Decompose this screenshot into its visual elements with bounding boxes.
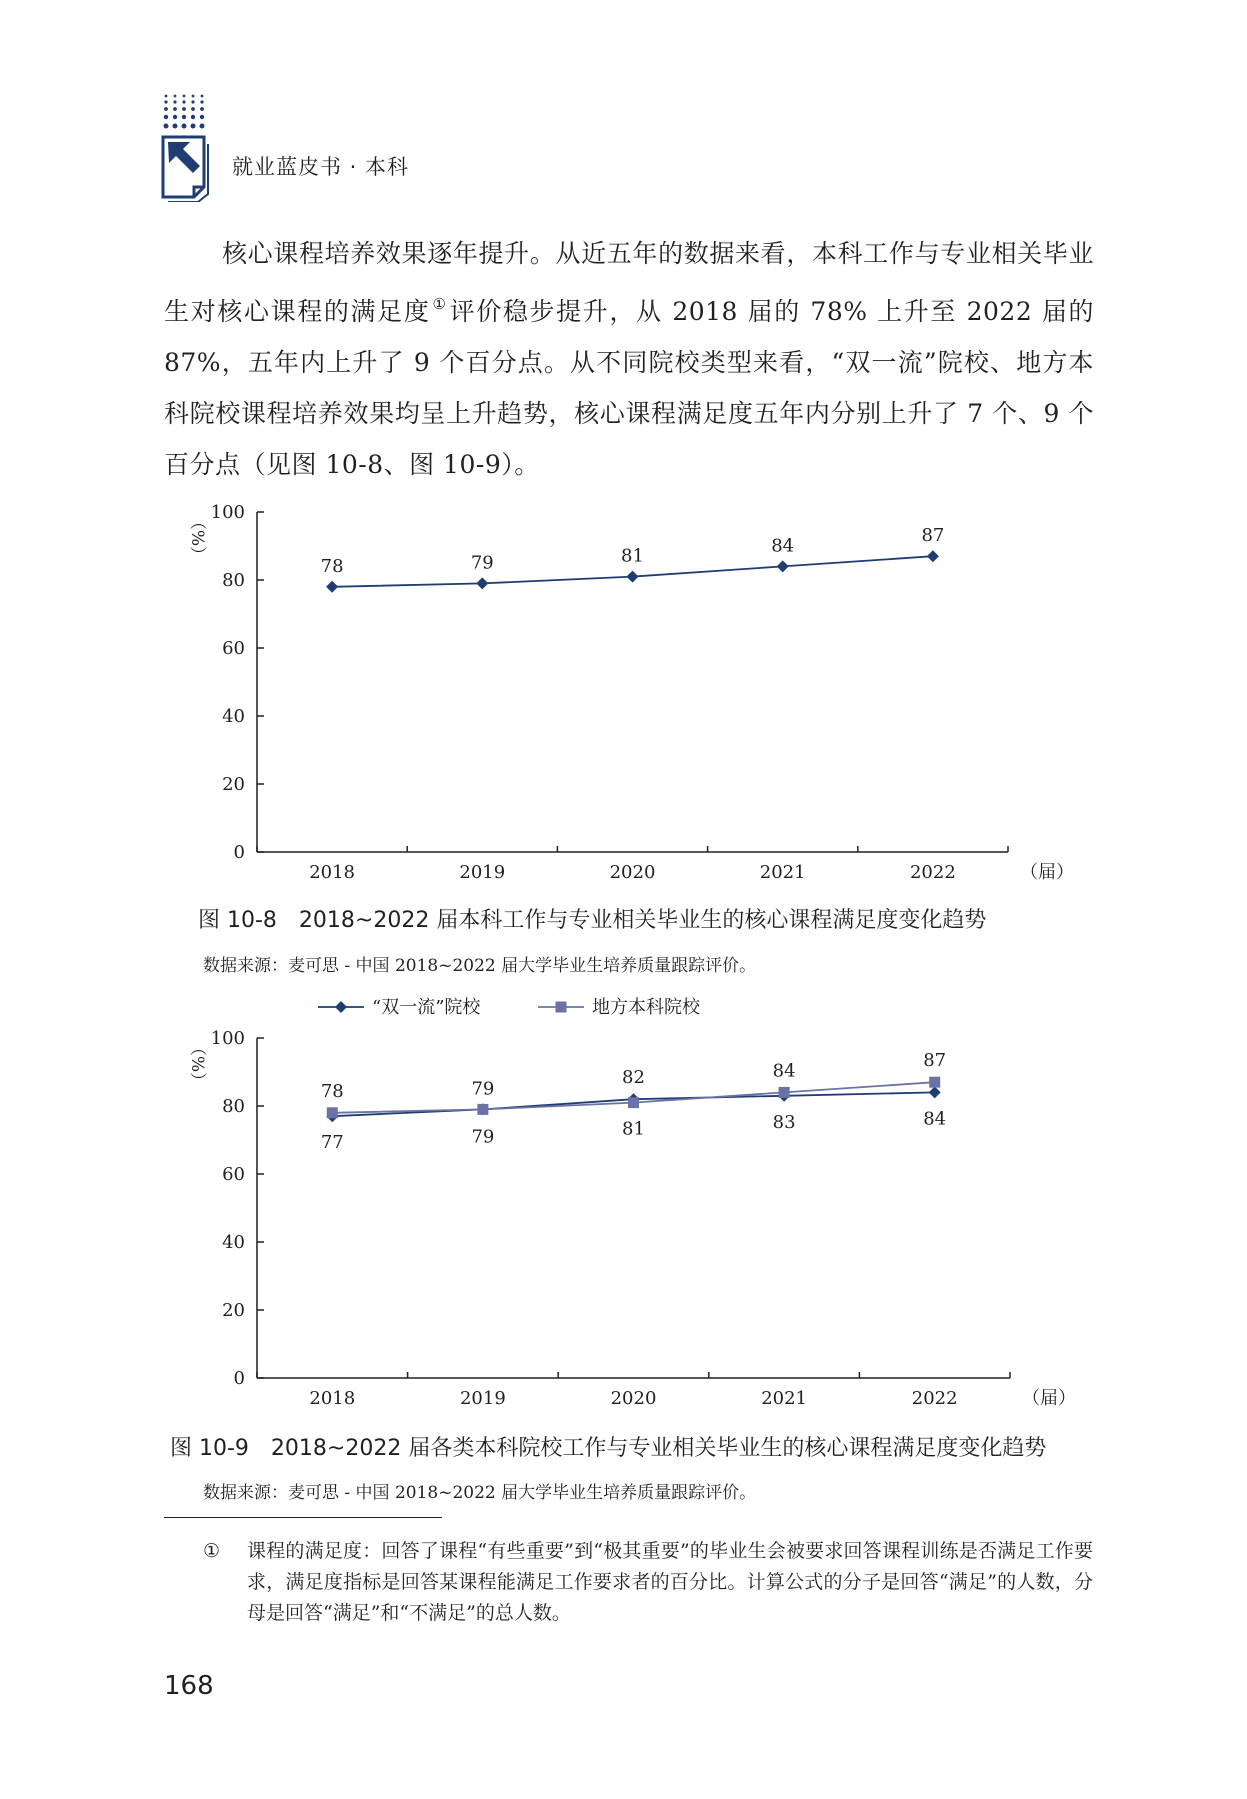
- data-label: 77: [320, 1132, 344, 1154]
- data-label: 87: [921, 525, 945, 547]
- x-tick-label: 2020: [610, 1388, 657, 1409]
- running-header: 就业蓝皮书 · 本科: [232, 155, 410, 179]
- data-label: 79: [470, 552, 494, 574]
- y-axis-label: （%）: [187, 1038, 207, 1090]
- data-label: 84: [772, 1060, 796, 1082]
- data-point: [628, 1097, 639, 1108]
- data-label: 79: [471, 1126, 495, 1148]
- data-point: [929, 1086, 941, 1098]
- data-label: 81: [621, 545, 644, 567]
- legend-label: “双一流”院校: [372, 997, 481, 1018]
- x-tick-label: 2022: [909, 862, 956, 883]
- footnote: [203, 1536, 1093, 1629]
- data-point: [927, 550, 939, 562]
- data-point: [556, 1002, 567, 1013]
- footnote-marker: ①: [203, 1540, 221, 1562]
- data-point: [335, 1001, 347, 1013]
- x-tick-label: 2018: [309, 1388, 356, 1409]
- data-label: 81: [622, 1118, 645, 1140]
- footnote-term: 课程的满足度：: [247, 1540, 382, 1562]
- x-tick-label: 2021: [761, 1388, 808, 1409]
- body-paragraph: [164, 228, 1094, 490]
- footnote-body: [247, 1536, 1093, 1629]
- data-point: [326, 581, 338, 593]
- figure-caption: 图 10-8 2018~2022 届本科工作与专业相关毕业生的核心课程满足度变化趋势: [198, 908, 987, 933]
- book-corner-icon: [160, 92, 216, 202]
- x-axis-label: （届）: [1022, 1388, 1076, 1409]
- y-tick-label: 80: [222, 570, 245, 591]
- data-point: [476, 577, 488, 589]
- y-tick-label: 100: [210, 502, 245, 523]
- y-tick-label: 40: [222, 706, 245, 727]
- data-label: 84: [771, 535, 795, 557]
- x-tick-label: 2019: [459, 1388, 506, 1409]
- footnote-reference[interactable]: ①: [432, 295, 448, 313]
- y-tick-label: 80: [222, 1096, 245, 1117]
- x-tick-label: 2018: [309, 862, 356, 883]
- y-tick-label: 0: [233, 1368, 245, 1389]
- data-label: 82: [622, 1067, 645, 1089]
- data-label: 79: [471, 1078, 495, 1100]
- data-point: [779, 1087, 790, 1098]
- footnote-divider: [164, 1517, 442, 1518]
- line-chart-figure-10-9: [160, 995, 1120, 1439]
- body-text-part1: 核心课程培养效果逐年提升。从近五年的数据来看，本科工作与专业相关毕业生对核心课程的满足度: [164, 239, 1094, 326]
- x-tick-label: 2019: [459, 862, 506, 883]
- x-axis-label: （届）: [1020, 862, 1074, 883]
- y-tick-label: 60: [222, 1164, 245, 1185]
- data-source-note: 数据来源：麦可思 - 中国 2018~2022 届大学毕业生培养质量跟踪评价。: [203, 1483, 757, 1503]
- data-label: 78: [320, 1080, 344, 1102]
- data-point: [627, 571, 639, 583]
- y-tick-label: 40: [222, 1232, 245, 1253]
- data-label: 87: [923, 1050, 947, 1072]
- y-tick-label: 20: [222, 774, 245, 795]
- x-tick-label: 2020: [609, 862, 656, 883]
- line-chart-figure-10-8: [160, 490, 1120, 894]
- chart-svg: [160, 490, 1120, 890]
- chart-svg: [160, 995, 1120, 1435]
- data-point: [929, 1077, 940, 1088]
- data-label: 84: [923, 1108, 947, 1130]
- y-axis-label: （%）: [187, 512, 207, 564]
- x-tick-label: 2021: [759, 862, 806, 883]
- y-tick-label: 100: [210, 1028, 245, 1049]
- y-tick-label: 0: [233, 842, 245, 863]
- page-number: 168: [164, 1671, 214, 1701]
- y-tick-label: 60: [222, 638, 245, 659]
- x-tick-label: 2022: [911, 1388, 958, 1409]
- data-label: 78: [320, 555, 344, 577]
- data-point: [327, 1107, 338, 1118]
- body-text-part2: 评价稳步提升，从 2018 届的 78% 上升至 2022 届的 87%，五年内上升了 9 个百分点。从不同院校类型来看，“双一流”院校、地方本科院校课程培养效果均呈上升趋势，核心课程满足度五年内分别上升了 7 个、9 个百分点（见图 10-8、图 10-9）。: [164, 297, 1094, 479]
- data-label: 83: [772, 1111, 796, 1133]
- data-source-note: 数据来源：麦可思 - 中国 2018~2022 届大学毕业生培养质量跟踪评价。: [203, 956, 757, 976]
- figure-caption: 图 10-9 2018~2022 届各类本科院校工作与专业相关毕业生的核心课程满足度变化趋势: [170, 1436, 1047, 1461]
- data-point: [777, 560, 789, 572]
- footnote-text: 回答了课程“有些重要”到“极其重要”的毕业生会被要求回答课程训练是否满足工作要求，满足度指标是回答某课程能满足工作要求者的百分比。计算公式的分子是回答“满足”的人数，分母是回答“满足”和“不满足”的总人数。: [247, 1540, 1093, 1624]
- data-point: [477, 1104, 488, 1115]
- legend-label: 地方本科院校: [592, 997, 700, 1018]
- y-tick-label: 20: [222, 1300, 245, 1321]
